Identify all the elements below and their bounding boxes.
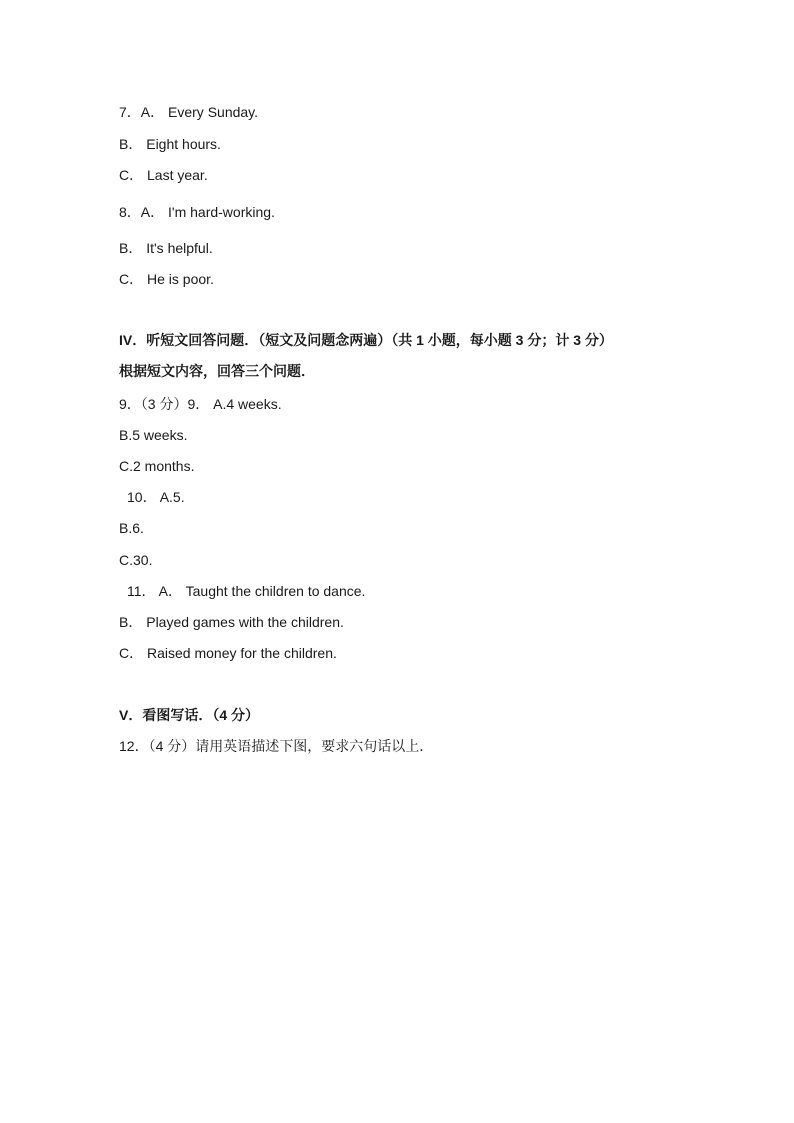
q8-option-a: 8．A． I'm hard-working. [119, 204, 275, 220]
q8-option-c: C． He is poor. [119, 271, 214, 287]
q11-option-c: C． Raised money for the children. [119, 645, 337, 661]
q7-option-c: C． Last year. [119, 167, 208, 183]
q9-option-b: B.5 weeks. [119, 427, 188, 443]
q10-option-b: B.6. [119, 520, 144, 536]
q8-option-b: B． It's helpful. [119, 240, 213, 256]
q11-option-a: 11． A． Taught the children to dance. [127, 583, 366, 599]
q9-option-a: 9．（3 分）9． A.4 weeks. [119, 396, 282, 412]
q7-option-b: B． Eight hours. [119, 136, 221, 152]
section-4-heading: IV．听短文回答问题．（短文及问题念两遍）（共 1 小题，每小题 3 分；计 3 分） [119, 332, 613, 348]
q7-option-a: 7．A． Every Sunday. [119, 104, 259, 120]
q12-prompt: 12．（4 分）请用英语描述下图，要求六句话以上． [119, 738, 434, 754]
section-5-heading: V．看图写话．（4 分） [119, 707, 260, 723]
q10-option-a: 10． A.5. [127, 489, 185, 505]
q11-option-b: B． Played games with the children. [119, 614, 344, 630]
q9-option-c: C.2 months. [119, 458, 195, 474]
q10-option-c: C.30. [119, 552, 153, 568]
section-4-instruction: 根据短文内容，回答三个问题． [119, 363, 315, 379]
